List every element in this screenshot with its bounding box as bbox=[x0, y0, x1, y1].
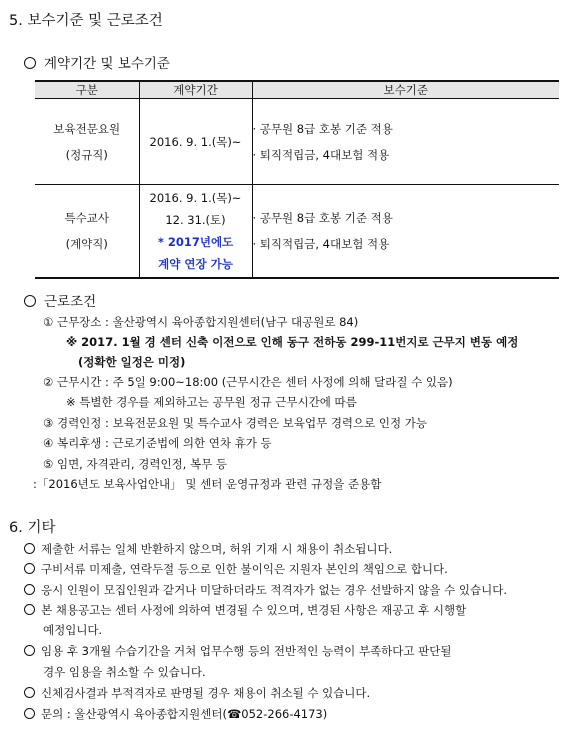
circle-bullet-icon bbox=[24, 295, 36, 307]
condition-appointment: ⑤ 임면, 자격관리, 경력인정, 복무 등 bbox=[43, 457, 227, 471]
list-item bbox=[24, 561, 448, 577]
circle-bullet-icon bbox=[24, 645, 35, 656]
header-type: 구분 bbox=[35, 81, 139, 99]
row2-type bbox=[35, 185, 139, 278]
circle-bullet-icon bbox=[24, 584, 35, 595]
circle-bullet-icon bbox=[24, 687, 35, 698]
circle-bullet-icon bbox=[24, 57, 36, 69]
row1-pay-line: · 공무원 8급 호봉 기준 적용 bbox=[252, 121, 393, 136]
condition-regulation: :「2016년도 보육사업안내」 및 센터 운영규정과 관련 규정을 준용함 bbox=[33, 477, 382, 491]
contract-table bbox=[35, 80, 559, 279]
row2-type-line: 특수교사 bbox=[64, 210, 109, 225]
contract-heading-text: 계약기간 및 보수기준 bbox=[44, 56, 170, 72]
list-item-text: 신체검사결과 부적격자로 판명될 경우 채용이 취소될 수 있습니다. bbox=[41, 686, 371, 700]
list-item-continuation: 예정입니다. bbox=[43, 623, 103, 637]
list-item-text: 문의 : 울산광역시 육아종합지원센터(☎052-266-4173) bbox=[41, 707, 328, 721]
list-item-continuation: 경우 임용을 취소할 수 있습니다. bbox=[43, 665, 206, 679]
header-period: 계약기간 bbox=[139, 81, 252, 99]
circle-bullet-icon bbox=[24, 604, 35, 615]
list-item-text: 본 채용공고는 센터 사정에 의하여 변경될 수 있으며, 변경된 사항은 재공고 후 시행할 bbox=[41, 603, 467, 617]
row2-period-line: 12. 31.(토) bbox=[165, 212, 226, 227]
condition-welfare: ④ 복리후생 : 근로기준법에 의한 연차 휴가 등 bbox=[43, 436, 272, 450]
list-item bbox=[24, 602, 466, 618]
conditions-heading-text: 근로조건 bbox=[44, 294, 97, 310]
condition-hours-note: ※ 특별한 경우를 제외하고는 공무원 정규 근무시간에 따름 bbox=[66, 395, 357, 409]
row2-pay bbox=[252, 185, 559, 278]
row2-pay-line: · 퇴직적립금, 4대보험 적용 bbox=[252, 236, 390, 251]
list-item bbox=[24, 541, 392, 557]
table-row bbox=[35, 185, 559, 278]
row2-type-line: (계약직) bbox=[65, 236, 108, 251]
list-item-text: 임용 후 3개월 수습기간을 거쳐 업무수행 등의 전반적인 능력이 부족하다고 판단될 bbox=[41, 644, 452, 658]
row2-period bbox=[139, 185, 252, 278]
row2-period-line: 2016. 9. 1.(목)~ bbox=[149, 190, 242, 205]
row1-pay bbox=[252, 99, 559, 185]
circle-bullet-icon bbox=[24, 563, 35, 574]
circle-bullet-icon bbox=[24, 708, 35, 719]
list-item-text: 제출한 서류는 일체 반환하지 않으며, 허위 기재 시 채용이 취소됩니다. bbox=[41, 542, 393, 556]
list-item bbox=[24, 685, 370, 701]
row1-type bbox=[35, 99, 139, 185]
list-item-text: 응시 인원이 모집인원과 같거나 미달하더라도 적격자가 없는 경우 선발하지 않을 수 있습니다. bbox=[41, 583, 508, 597]
row1-pay-line: · 퇴직적립금, 4대보험 적용 bbox=[252, 147, 390, 162]
header-pay: 보수기준 bbox=[252, 81, 559, 99]
condition-relocation-note-cont: (정확한 일정은 미정) bbox=[78, 355, 186, 369]
condition-relocation-note: ※ 2017. 1월 경 센터 신축 이전으로 인해 동구 전하동 299-11번지로 근무지 변동 예정 bbox=[66, 335, 519, 349]
conditions-heading bbox=[24, 290, 96, 310]
list-item bbox=[24, 643, 451, 659]
row1-period bbox=[139, 99, 252, 185]
condition-hours: ② 근무시간 : 주 5일 9:00~18:00 (근무시간은 센터 사정에 의해 달라질 수 있음) bbox=[43, 375, 453, 389]
table-header-row bbox=[35, 81, 559, 99]
row2-pay-line: · 공무원 8급 호봉 기준 적용 bbox=[252, 210, 393, 225]
row1-type-line: (정규직) bbox=[65, 147, 108, 162]
row1-period-line: 2016. 9. 1.(목)~ bbox=[149, 134, 242, 149]
list-item-text: 구비서류 미제출, 연락두절 등으로 인한 불이익은 지원자 본인의 책임으로 합니다. bbox=[41, 562, 448, 576]
list-item bbox=[24, 582, 507, 598]
row2-period-note: 계약 연장 가능 bbox=[158, 256, 233, 271]
condition-workplace: ① 근무장소 : 울산광역시 육아종합지원센터(남구 대공원로 84) bbox=[43, 315, 359, 329]
section6-title: 6. 기타 bbox=[9, 520, 56, 536]
section5-title: 5. 보수기준 및 근로조건 bbox=[9, 13, 163, 29]
table-row bbox=[35, 99, 559, 185]
row1-type-line: 보육전문요원 bbox=[53, 121, 121, 136]
row2-period-note: * 2017년에도 bbox=[157, 234, 234, 249]
contract-heading bbox=[24, 52, 170, 72]
circle-bullet-icon bbox=[24, 543, 35, 554]
condition-career: ③ 경력인정 : 보육전문요원 및 특수교사 경력은 보육업무 경력으로 인정 가능 bbox=[43, 416, 428, 430]
list-item bbox=[24, 706, 327, 722]
